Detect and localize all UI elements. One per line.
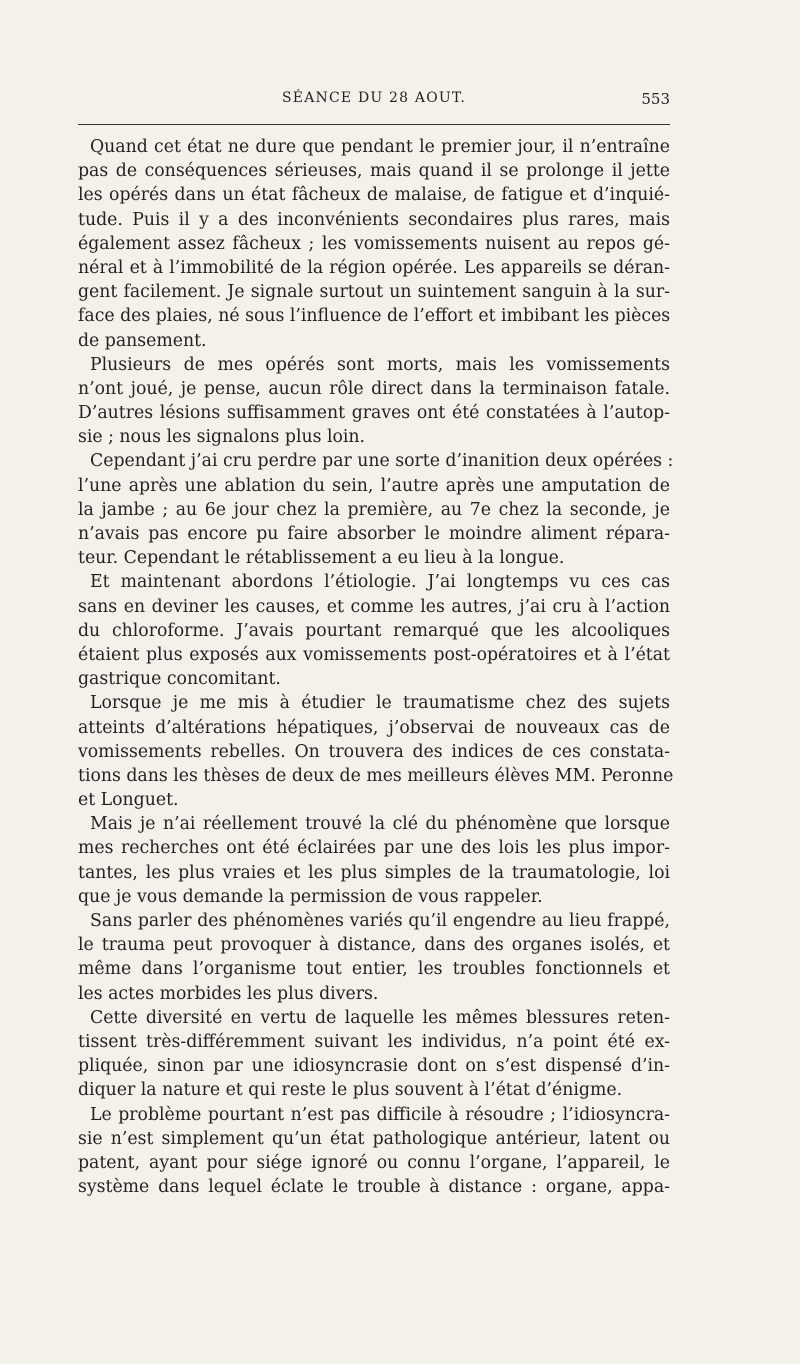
text-line: pas de conséquences sérieuses, mais quand il se prolonge il jette <box>78 161 670 182</box>
text-line: système dans lequel éclate le trouble à distance : organe, appa- <box>78 1177 670 1198</box>
text-line: Sans parler des phénomènes variés qu’il engendre au lieu frappé, <box>90 911 670 931</box>
text-line: patent, ayant pour siége ignoré ou connu l’organe, l’appareil, le <box>78 1152 670 1173</box>
text-line: sans en deviner les causes, et comme les autres, j’ai cru à l’action <box>78 596 670 617</box>
body-text <box>78 135 674 1199</box>
text-line: mes recherches ont été éclairées par une des lois les plus impor- <box>78 838 670 859</box>
text-line: étaient plus exposés aux vomissements post-opératoires et à l’état <box>78 644 670 665</box>
text-line: atteints d’altérations hépatiques, j’observai de nouveaux cas de <box>78 717 670 738</box>
text-line: les actes morbides les plus divers. <box>78 983 379 1004</box>
text-line: Et maintenant abordons l’étiologie. J’ai longtemps vu ces cas <box>90 572 670 593</box>
text-line: teur. Cependant le rétablissement a eu lieu à la longue. <box>78 548 565 569</box>
text-line: de pansement. <box>78 330 207 351</box>
text-line: Le problème pourtant n’est pas difficile à résoudre ; l’idiosyncra- <box>90 1104 670 1125</box>
text-line: face des plaies, né sous l’influence de l’effort et imbibant les pièces <box>78 306 671 327</box>
text-line: D’autres lésions suffisamment graves ont été constatées à l’autop- <box>78 403 670 424</box>
text-line: n’ont joué, je pense, aucun rôle direct dans la terminaison fatale. <box>78 378 670 399</box>
text-line: gastrique concomitant. <box>78 669 281 690</box>
text-line: tions dans les thèses de deux de mes meilleurs élèves MM. Peronne <box>78 765 674 786</box>
page-header <box>78 88 670 114</box>
text-line: Cependant j’ai cru perdre par une sorte d’inanition deux opérées : <box>90 451 674 472</box>
text-line: tissent très-différemment suivant les individus, n’a point été ex- <box>78 1031 670 1052</box>
text-line: n’avais pas encore pu faire absorber le moindre aliment répara- <box>78 524 670 544</box>
text-line: l’une après une ablation du sein, l’autre après une amputation de <box>78 475 670 496</box>
page-number: 553 <box>641 90 670 108</box>
text-line: les opérés dans un état fâcheux de malaise, de fatigue et d’inquié- <box>78 185 670 206</box>
text-line: même dans l’organisme tout entier, les troubles fonctionnels et <box>78 959 670 980</box>
text-line: diquer la nature et qui reste le plus souvent à l’état d’énigme. <box>78 1080 623 1101</box>
text-line: également assez fâcheux ; les vomissements nuisent au repos gé- <box>78 233 670 254</box>
header-rule <box>78 124 670 125</box>
text-line: vomissements rebelles. On trouvera des indices de ces constata- <box>78 741 670 762</box>
text-line: Cette diversité en vertu de laquelle les mêmes blessures reten- <box>90 1007 670 1028</box>
text-line: tantes, les plus vraies et les plus simples de la traumatologie, loi <box>78 862 670 883</box>
text-line: que je vous demande la permission de vous rappeler. <box>78 886 543 907</box>
text-line: gent facilement. Je signale surtout un suintement sanguin à la sur- <box>78 282 670 303</box>
text-line: Lorsque je me mis à étudier le traumatisme chez des sujets <box>90 693 670 714</box>
text-line: et Longuet. <box>78 790 179 811</box>
text-line: Mais je n’ai réellement trouvé la clé du phénomène que lorsque <box>90 814 670 835</box>
text-line: la jambe ; au 6e jour chez la première, au 7e chez la seconde, je <box>78 499 670 520</box>
text-line: le trauma peut provoquer à distance, dans des organes isolés, et <box>78 935 670 956</box>
text-line: Plusieurs de mes opérés sont morts, mais les vomissements <box>90 354 670 375</box>
running-head: SÉANCE DU 28 AOUT. <box>282 90 467 106</box>
text-line: pliquée, sinon par une idiosyncrasie dont on s’est dispensé d’in- <box>78 1056 670 1077</box>
text-line: tude. Puis il y a des inconvénients secondaires plus rares, mais <box>78 209 670 230</box>
text-line: Quand cet état ne dure que pendant le premier jour, il n’entraîne <box>90 137 670 157</box>
text-line: néral et à l’immobilité de la région opérée. Les appareils se déran- <box>78 257 670 278</box>
text-line: sie ; nous les signalons plus loin. <box>78 427 366 448</box>
text-line: du chloroforme. J’avais pourtant remarqué que les alcooliques <box>78 620 670 641</box>
text-line: sie n’est simplement qu’un état pathologique antérieur, latent ou <box>78 1128 670 1149</box>
